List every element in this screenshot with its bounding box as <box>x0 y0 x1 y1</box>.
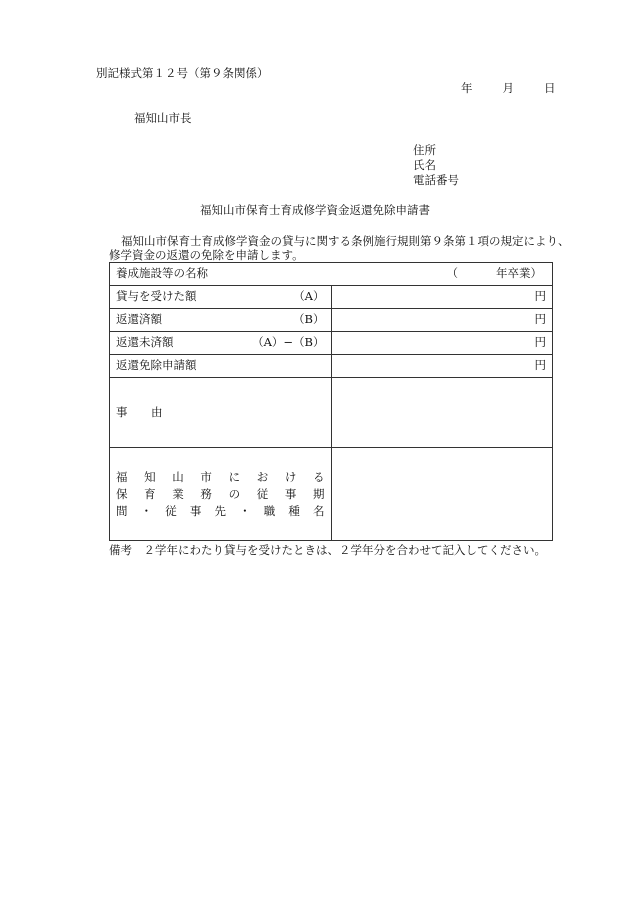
addressee: 福知山市長 <box>134 111 192 125</box>
repaid-label-cell: 返還済額 （B） <box>110 309 332 332</box>
body-line-2: 修学資金の返還の免除を申請します。 <box>109 248 304 262</box>
work-period-label-cell <box>110 448 332 541</box>
graduation-year-note: （ 年卒業） <box>446 266 542 281</box>
exemption-label-cell: 返還免除申請額 <box>110 355 332 378</box>
address-label: 住所 <box>413 143 436 157</box>
table-row-reason <box>110 378 553 448</box>
year-label: 年 <box>461 81 473 95</box>
work-period-value-cell[interactable] <box>331 448 553 541</box>
unpaid-value-cell[interactable] <box>331 332 553 355</box>
name-label: 氏名 <box>413 158 436 172</box>
applicant-block <box>413 143 459 188</box>
work-period-line-1: 福知山市における <box>116 469 325 484</box>
phone-label: 電話番号 <box>413 173 459 187</box>
body-line-1: 福知山市保育士育成修学資金の貸与に関する条例施行規則第９条第１項の規定により、 <box>121 234 570 248</box>
table-row-work-period <box>110 448 553 541</box>
table-row-repaid <box>110 309 553 332</box>
exemption-value-cell[interactable] <box>331 355 553 378</box>
work-period-line-3: 間・従事先・職種名 <box>116 503 325 518</box>
table-row-exemption <box>110 355 553 378</box>
repaid-value-cell[interactable] <box>331 309 553 332</box>
date-fields <box>461 83 556 95</box>
work-period-line-2: 保育業務の従事期 <box>116 486 325 501</box>
loan-received-label-cell: 貸与を受けた額 （A） <box>110 286 332 309</box>
document-title: 福知山市保育士育成修学資金返還免除申請書 <box>200 203 430 217</box>
day-label: 日 <box>544 81 556 95</box>
loan-received-value-cell[interactable] <box>331 286 553 309</box>
form-number: 別記様式第１２号（第９条関係） <box>96 66 269 80</box>
table-row-loan-received <box>110 286 553 309</box>
code-b: （B） <box>293 312 325 327</box>
table-row-facility <box>110 263 553 286</box>
reason-value-cell[interactable] <box>331 378 553 448</box>
facility-cell[interactable] <box>110 263 553 286</box>
remark-note: 備考 ２学年にわたり貸与を受けたときは、２学年分を合わせて記入してください。 <box>109 543 546 557</box>
facility-label: 養成施設等の名称 <box>116 266 208 281</box>
yen-unit: 円 <box>534 289 546 304</box>
body-text <box>109 234 579 262</box>
code-a-minus-b: （A）−（B） <box>252 335 325 350</box>
month-label: 月 <box>502 81 514 95</box>
application-table <box>109 262 553 541</box>
reason-label-cell: 事 由 <box>110 378 332 448</box>
unpaid-label-cell: 返還未済額 （A）−（B） <box>110 332 332 355</box>
table-row-unpaid <box>110 332 553 355</box>
yen-unit: 円 <box>534 335 546 350</box>
code-a: （A） <box>293 289 325 304</box>
yen-unit: 円 <box>534 358 546 373</box>
yen-unit: 円 <box>534 312 546 327</box>
